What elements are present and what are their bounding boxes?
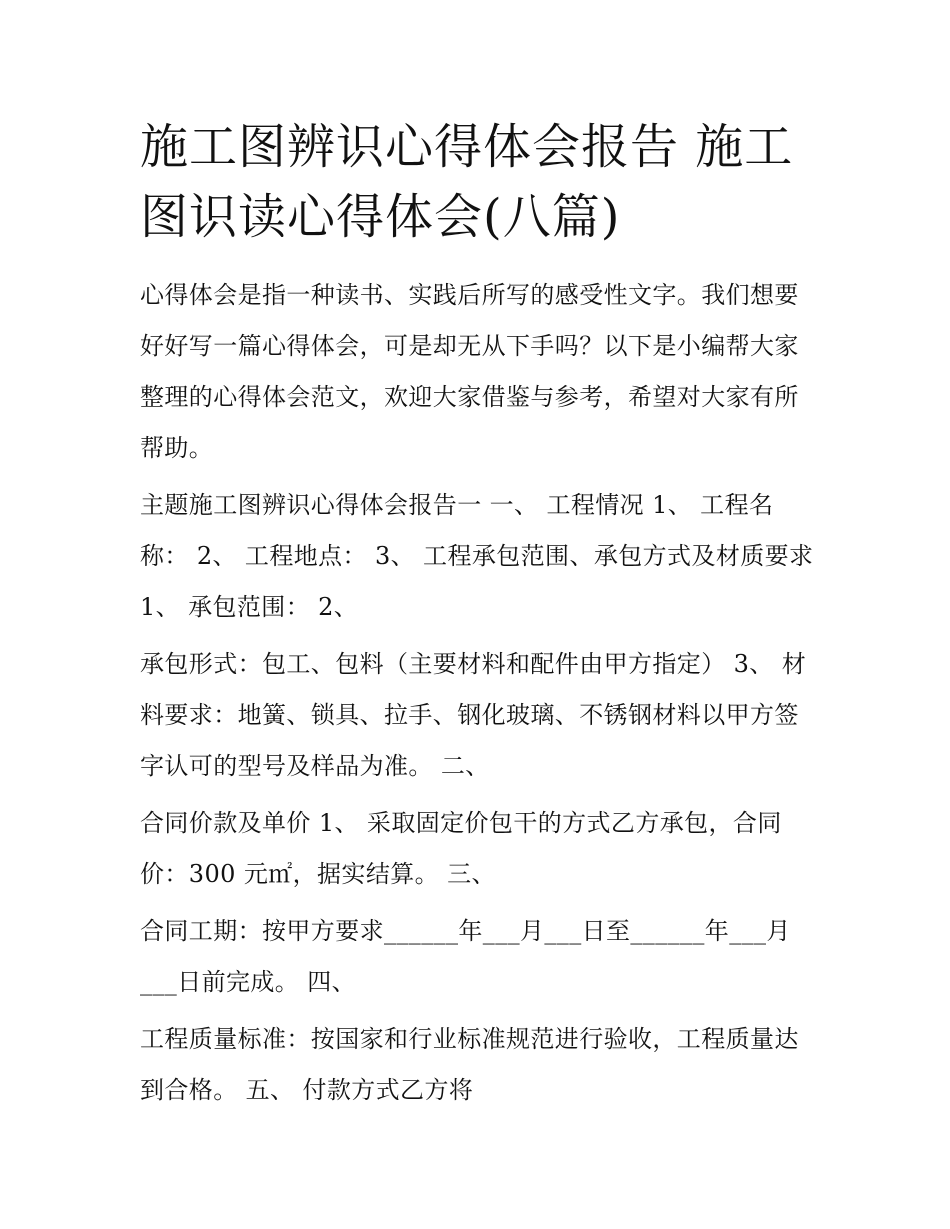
title-line: 施工图辨识心得体会报告 施工 [140, 119, 794, 175]
intro-paragraph [140, 270, 815, 474]
text-line: 主题施工图辨识心得体会报告一 一、 工程情况 1、 工程名 [140, 491, 774, 519]
contract-price-paragraph [140, 798, 815, 900]
text-line: 称： 2、 工程地点： 3、 工程承包范围、承包方式及材质要求 [140, 542, 814, 570]
document-title [140, 112, 815, 252]
text-line: ___日前完成。 四、 [140, 968, 357, 996]
text-line: 价：300 元㎡，据实结算。 三、 [140, 860, 496, 888]
text-line: 工程质量标准：按国家和行业标准规范进行验收，工程质量达 [140, 1025, 799, 1053]
document-body [140, 112, 815, 1116]
quality-standard-paragraph [140, 1014, 815, 1116]
title-line: 图识读心得体会(八篇) [140, 189, 621, 245]
text-line: 帮助。 [140, 434, 214, 462]
text-line: 合同价款及单价 1、 采取固定价包干的方式乙方承包，合同 [140, 809, 782, 837]
text-line: 料要求：地簧、锁具、拉手、钢化玻璃、不锈钢材料以甲方签 [140, 701, 799, 729]
contract-period-paragraph [140, 906, 815, 1008]
text-line: 好好写一篇心得体会，可是却无从下手吗？以下是小编帮大家 [140, 332, 799, 360]
text-line: 合同工期：按甲方要求______年___月___日至______年___月 [140, 917, 791, 945]
contract-form-paragraph [140, 639, 815, 792]
text-line: 整理的心得体会范文，欢迎大家借鉴与参考，希望对大家有所 [140, 383, 799, 411]
text-line: 字认可的型号及样品为准。 二、 [140, 752, 490, 780]
text-line: 1、 承包范围： 2、 [140, 593, 359, 621]
project-info-paragraph [140, 480, 815, 633]
text-line: 心得体会是指一种读书、实践后所写的感受性文字。我们想要 [140, 281, 799, 309]
text-line: 承包形式：包工、包料（主要材料和配件由甲方指定） 3、 材 [140, 650, 807, 678]
text-line: 到合格。 五、 付款方式乙方将 [140, 1076, 474, 1104]
